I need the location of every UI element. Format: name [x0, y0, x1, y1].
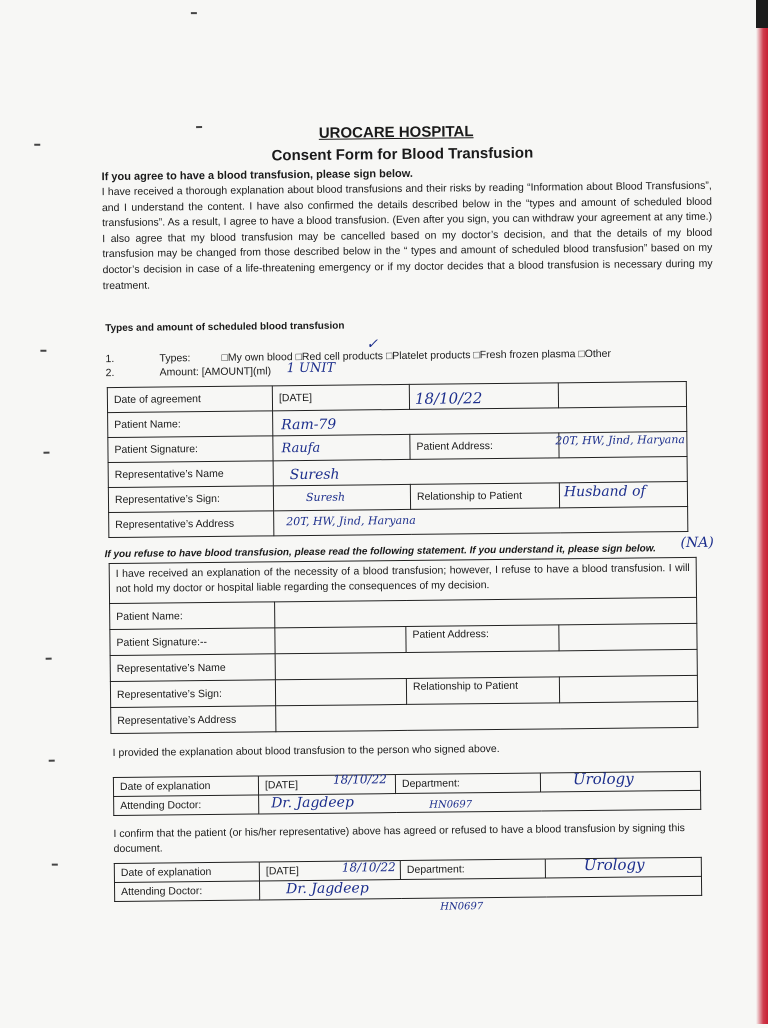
confirm-doctor-label: Attending Doctor:: [114, 881, 259, 902]
explanation-date-label: Date of explanation: [113, 776, 258, 797]
refuse-rep-address-cell[interactable]: [276, 701, 698, 731]
patient-address-label: Patient Address:: [410, 433, 559, 460]
amount-label: Amount: [AMOUNT](ml): [159, 365, 272, 379]
rep-address-value: 20T, HW, Jind, Haryana: [286, 513, 416, 529]
agree-paragraph: I have received a thorough explanation about blood transfusions and their risks by reading “Information about Blood Transfusions”, and I understand the content. I have also confirmed the details described below in the “types and amount of scheduled blood transfusions”. As a result, I agree to have a blood transfusion. (Even after you sign, you can withdraw your agreement at any time.) I also agree that my blood transfusion may be cancelled based on my doctor’s decision, and that the details of my blood transfusion may be changed from those described below in the “ types and amount of scheduled blood transfusion” based on my doctor’s decision in case of a life-threatening emergency or if my doctor decides that a blood transfusion is necessary during my treatment.: [101, 179, 713, 292]
rep-sign-value: Suresh: [305, 490, 346, 504]
types-num: 1.: [105, 352, 115, 366]
refuse-patient-name-label: Patient Name:: [110, 602, 275, 630]
confirm-department-value: Urology: [583, 855, 645, 875]
checkmark: ✓: [366, 336, 379, 353]
explanation-doctor-reg: HN0697: [429, 799, 473, 811]
scan-speck: [46, 658, 52, 660]
confirm-note: I confirm that the patient (or his/her representative) above has agreed or refused to have a blood transfusion by signing this document.: [113, 822, 685, 856]
refuse-relationship-cell[interactable]: [559, 675, 697, 702]
patient-address-value: 20T, HW, Jind, Haryana: [555, 433, 686, 448]
amount-value: 1 UNIT: [286, 360, 336, 377]
refuse-rep-sign-cell[interactable]: [275, 678, 406, 705]
rep-name-label: Representative’s Name: [108, 461, 273, 488]
refuse-patient-address-label: Patient Address:: [406, 625, 559, 653]
refuse-statement: I have received an explanation of the necessity of a blood transfusion; however, I refuse to have a blood transfusion. I will not hold my doctor or hospital liable regarding the consequences of my decision.: [109, 557, 697, 603]
relationship-value: Husband of: [563, 483, 646, 501]
agree-lead: If you agree to have a blood transfusion, please sign below.: [101, 167, 413, 184]
confirm-date-value: 18/10/22: [341, 860, 396, 875]
relationship-label: Relationship to Patient: [410, 483, 559, 510]
patient-name-value: Ram-79: [281, 416, 337, 434]
explanation-date-placeholder: [DATE]: [264, 779, 299, 792]
explanation-department-value: Urology: [572, 769, 634, 789]
scan-speck: [52, 864, 58, 866]
types-label: Types:: [159, 352, 191, 365]
patient-signature-value: Raufa: [281, 440, 321, 457]
refuse-table: [109, 597, 698, 734]
scan-speck: [43, 452, 49, 454]
refuse-patient-signature-cell[interactable]: [275, 626, 406, 653]
confirm-department-label: Department:: [400, 859, 545, 880]
types-heading: Types and amount of scheduled blood transfusion: [105, 320, 345, 335]
agree-date-label: Date of agreement: [107, 386, 272, 413]
scan-speck: [191, 12, 197, 14]
rep-name-value: Suresh: [289, 466, 340, 484]
rep-address-label: Representative’s Address: [109, 511, 274, 538]
refuse-rep-sign-label: Representative’s Sign:: [110, 680, 275, 708]
confirm-doctor-value: Dr. Jagdeep: [285, 880, 369, 898]
confirm-doctor-reg: HN0697: [440, 901, 484, 913]
refuse-patient-signature-label: Patient Signature:--: [110, 628, 275, 656]
scan-speck: [40, 350, 46, 352]
explanation-date-value: 18/10/22: [332, 772, 387, 787]
confirm-date-placeholder: [DATE]: [265, 865, 300, 878]
agree-date-placeholder: [DATE]: [272, 384, 409, 410]
form-title: Consent Form for Blood Transfusion: [271, 144, 534, 165]
refuse-relationship-label: Relationship to Patient: [406, 677, 559, 705]
types-line: [105, 348, 611, 365]
refuse-lead: If you refuse to have blood transfusion, please read the following statement. If you understand it, please sign below.: [104, 543, 656, 561]
rep-sign-label: Representative’s Sign:: [108, 486, 273, 513]
explanation-doctor-label: Attending Doctor:: [114, 795, 259, 816]
types-options: □My own blood □Red cell products □Platelet products □Fresh frozen plasma □Other: [221, 347, 612, 364]
agree-empty-cell: [558, 381, 686, 407]
explanation-note: I provided the explanation about blood transfusion to the person who signed above.: [112, 742, 500, 760]
hospital-name: UROCARE HOSPITAL: [318, 123, 474, 142]
scan-speck: [49, 760, 55, 762]
patient-name-label: Patient Name:: [108, 411, 273, 438]
refuse-rep-address-label: Representative’s Address: [111, 706, 276, 734]
explanation-department-label: Department:: [395, 773, 540, 794]
refuse-na: (NA): [680, 534, 714, 552]
amount-line: [106, 365, 272, 379]
refuse-patient-address-cell[interactable]: [559, 623, 697, 650]
agree-date-value: 18/10/22: [414, 389, 483, 408]
explanation-doctor-value: Dr. Jagdeep: [271, 794, 354, 812]
refuse-rep-name-label: Representative’s Name: [110, 654, 275, 682]
amount-num: 2.: [105, 366, 115, 380]
confirm-date-label: Date of explanation: [114, 862, 259, 883]
patient-signature-label: Patient Signature:: [108, 436, 273, 463]
